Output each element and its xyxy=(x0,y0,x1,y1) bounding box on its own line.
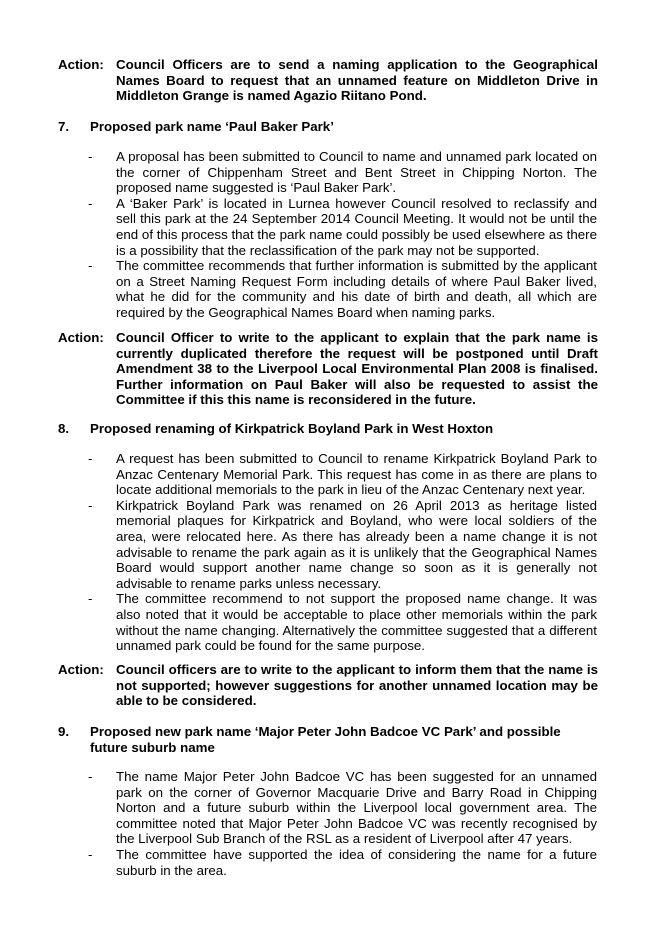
bullet-dash: - xyxy=(88,195,93,211)
bullet-dash: - xyxy=(88,846,93,862)
section-8-bullet-list xyxy=(88,451,597,654)
bullet-text: The name Major Peter John Badcoe VC has been suggested for an unnamed park on the corner of Governor Macquarie Drive and Barry Road in Chipping Norton and a future suburb within the Liverpool local government area. The committee noted that Major Peter John Badcoe VC was recently recognised by the Liverpool Sub Branch of the RSL as a resident of Liverpool after 47 years. xyxy=(116,769,597,847)
section-title: Proposed park name ‘Paul Baker Park’ xyxy=(90,119,334,134)
bullet-item xyxy=(88,451,597,498)
action-text: Council officers are to write to the applicant to inform them that the name is not supported; however suggestions for another unnamed location may be able to be considered. xyxy=(116,662,598,709)
section-title: Proposed new park name ‘Major Peter John Badcoe VC Park’ and possible future suburb name xyxy=(90,724,561,755)
bullet-dash: - xyxy=(88,591,93,607)
bullet-text: A proposal has been submitted to Council to name and unnamed park located on the corner of Chippenham Street and Bent Street in Chipping Norton. The proposed name suggested is ‘Paul Baker Park’. xyxy=(116,149,597,196)
action-text: Council Officer to write to the applicant to explain that the park name is currently duplicated therefore the request will be postponed until Draft Amendment 38 to the Liverpool Local Environmental Plan 2008 is finalised. Further information on Paul Baker will also be requested to assist the Committee if this this name is reconsidered in the future. xyxy=(116,330,598,408)
bullet-item xyxy=(88,769,597,847)
bullet-item xyxy=(88,847,597,878)
bullet-text: The committee recommends that further information is submitted by the applicant on a Street Naming Request Form including details of where Paul Baker lived, what he did for the community and his date of birth and death, all which are required by the Geographical Names Board when naming parks. xyxy=(116,258,597,320)
bullet-dash: - xyxy=(88,769,93,784)
section-heading-7 xyxy=(58,119,598,135)
bullet-dash: - xyxy=(88,451,93,466)
action-label: Action: xyxy=(58,57,104,72)
bullet-text: The committee recommend to not support the proposed name change. It was also noted that it would be acceptable to place other memorials within the park without the name changing. Alternatively the committee suggested that a different unnamed park could be found for the same purpose. xyxy=(116,591,597,654)
section-heading-8 xyxy=(58,421,598,437)
bullet-text: A request has been submitted to Council to rename Kirkpatrick Boyland Park to Anzac Centenary Memorial Park. This request has come in as there are plans to locate additional memorials to the park in lieu of the Anzac Centenary next year. xyxy=(116,451,597,498)
section-heading-9 xyxy=(58,724,598,755)
bullet-item xyxy=(88,196,597,258)
bullet-item xyxy=(88,591,597,653)
action-text: Council Officers are to send a naming application to the Geographical Names Board to request that an unnamed feature on Middleton Drive in Middleton Grange is named Agazio Riitano Pond. xyxy=(116,57,598,104)
action-label: Action: xyxy=(58,662,104,677)
bullet-text: The committee have supported the idea of considering the name for a future suburb in the area. xyxy=(116,846,597,878)
section-7-bullet-list xyxy=(88,149,597,321)
bullet-item xyxy=(88,258,597,320)
section-title: Proposed renaming of Kirkpatrick Boyland Park in West Hoxton xyxy=(90,421,494,436)
section-number: 7. xyxy=(58,119,70,134)
bullet-item xyxy=(88,149,597,196)
action-item-agazio-riitano-pond xyxy=(58,57,598,104)
action-item-kirkpatrick-boyland-park xyxy=(58,662,598,709)
bullet-dash: - xyxy=(88,497,93,513)
action-label: Action: xyxy=(58,330,104,345)
bullet-item xyxy=(88,498,597,592)
bullet-text: A ‘Baker Park’ is located in Lurnea however Council resolved to reclassify and sell this park at the 24 September 2014 Council Meeting. It would not be until the end of this process that the park name could possibly be used elsewhere as there is a possibility that the reclassification of the park may not be supported. xyxy=(116,195,597,258)
section-number: 9. xyxy=(58,724,70,739)
section-9-bullet-list xyxy=(88,769,597,878)
action-item-paul-baker-park xyxy=(58,330,598,408)
bullet-text: Kirkpatrick Boyland Park was renamed on 26 April 2013 as heritage listed memorial plaques for Kirkpatrick and Boyland, who were local soldiers of the area, were relocated here. As there has already been a name change it is not advisable to rename the park again as it is unlikely that the Geographical Names Board would support another name change so soon as it is generally not advisable to rename parks unless necessary. xyxy=(116,497,597,591)
bullet-dash: - xyxy=(88,149,93,164)
section-number: 8. xyxy=(58,421,70,436)
bullet-dash: - xyxy=(88,258,93,274)
